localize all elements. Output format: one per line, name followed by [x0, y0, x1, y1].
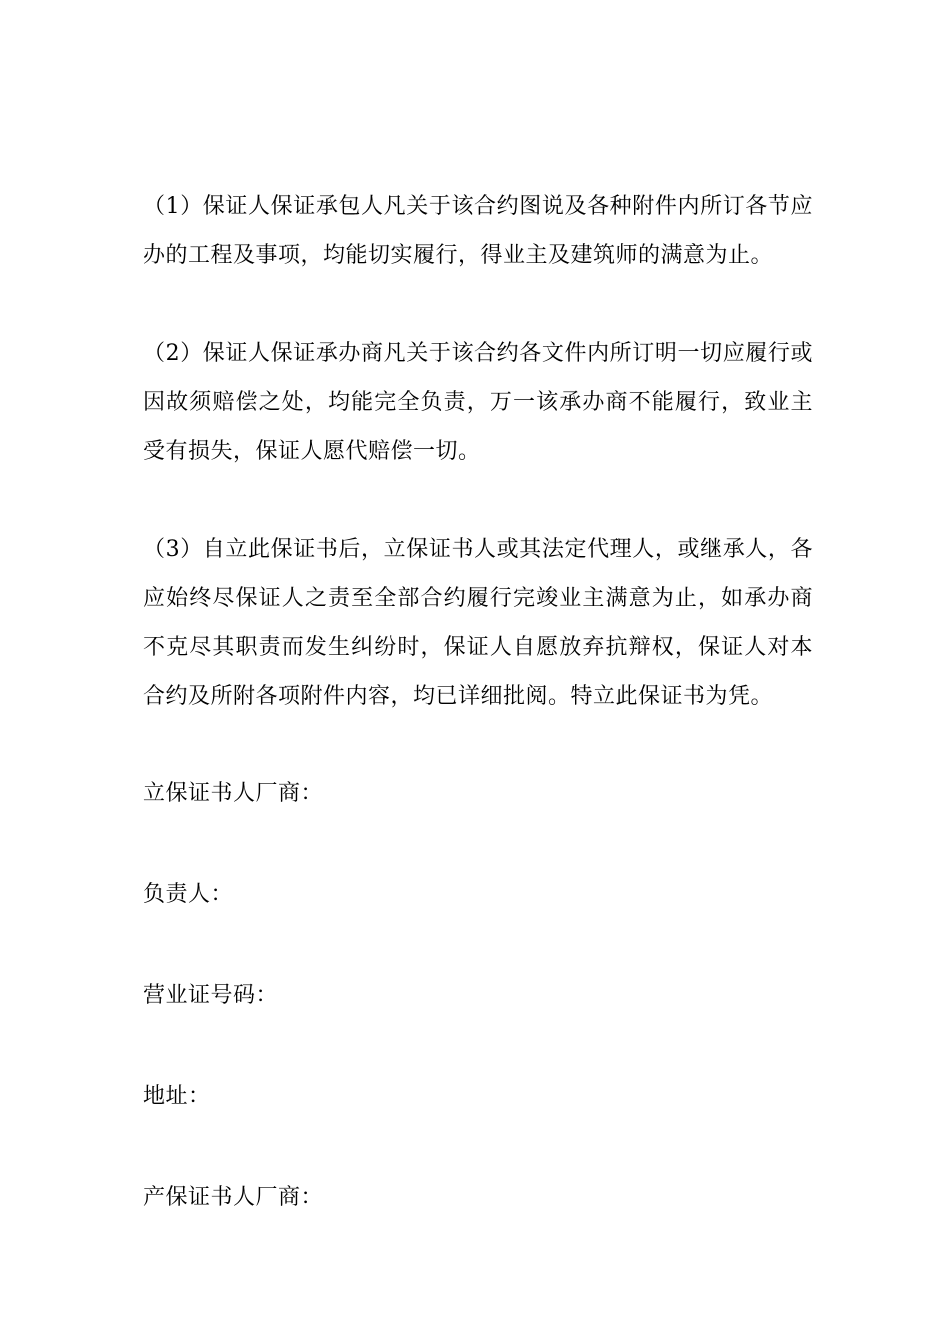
guarantor-company-label-2: 产保证书人厂商：	[143, 1185, 324, 1210]
signature-fields	[143, 769, 813, 1222]
clause-3-paragraph: （3）自立此保证书后，立保证书人或其法定代理人，或继承人，各应始终尽保证人之责至全部合约履行完竣业主满意为止，如承办商不克尽其职责而发生纠纷时，保证人自愿放弃抗辩权，保证人对本合约及所附各项附件内容，均已详细批阅。特立此保证书为凭。	[143, 537, 813, 709]
address-label: 地址：	[143, 1084, 211, 1109]
guarantor-company-label: 立保证书人厂商：	[143, 781, 324, 806]
responsible-person-label: 负责人：	[143, 882, 234, 907]
clause-2-paragraph: （2）保证人保证承办商凡关于该合约各文件内所订明一切应履行或因故须赔偿之处，均能完全负责，万一该承办商不能履行，致业主受有损失，保证人愿代赔偿一切。	[143, 341, 813, 464]
business-license-number-label: 营业证号码：	[143, 983, 279, 1008]
clause-1-paragraph: （1）保证人保证承包人凡关于该合约图说及各种附件内所订各节应办的工程及事项，均能切实履行，得业主及建筑师的满意为止。	[143, 194, 813, 268]
document-body	[143, 182, 813, 1222]
